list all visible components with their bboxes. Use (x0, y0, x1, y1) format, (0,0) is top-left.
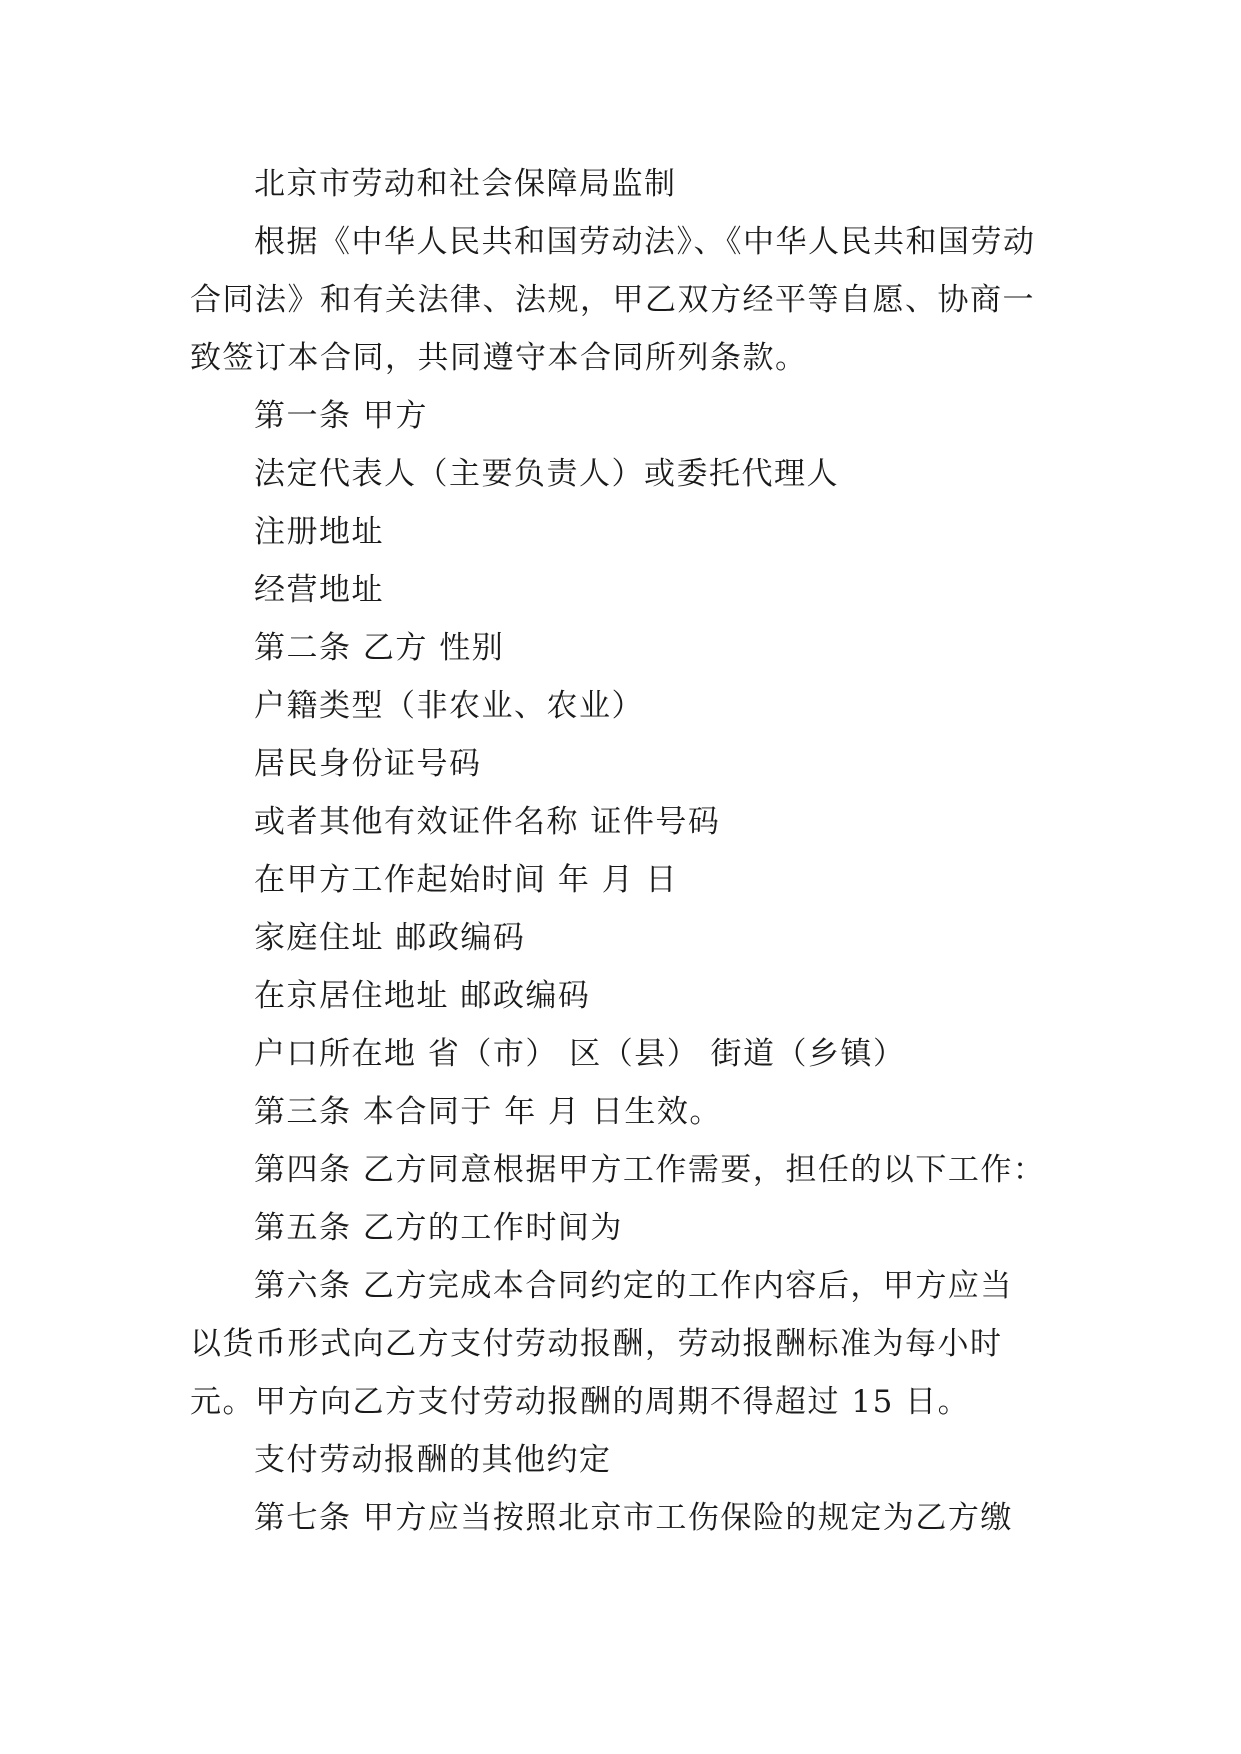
article-4-work-assignment: 第四条 乙方同意根据甲方工作需要，担任的以下工作： (254, 1152, 1046, 1188)
other-remuneration-terms-line: 支付劳动报酬的其他约定 (254, 1442, 612, 1478)
article-1-party-a: 第一条 甲方 (254, 398, 428, 434)
hukou-location-line: 户口所在地 省（市） 区（县） 街道（乡镇） (254, 1036, 906, 1072)
other-certificate-line: 或者其他有效证件名称 证件号码 (254, 804, 721, 840)
contract-text-block (190, 155, 1062, 1547)
article-5-working-hours: 第五条 乙方的工作时间为 (254, 1210, 623, 1246)
id-number-line: 居民身份证号码 (254, 746, 482, 782)
article-6-line-3: 元。甲方向乙方支付劳动报酬的周期不得超过 15 日。 (190, 1384, 971, 1420)
article-7-line-1: 第七条 甲方应当按照北京市工伤保险的规定为乙方缴 (254, 1500, 1013, 1536)
supervisor-line: 北京市劳动和社会保障局监制 (254, 166, 677, 202)
article-2-party-b: 第二条 乙方 性别 (254, 630, 505, 666)
legal-representative-line: 法定代表人（主要负责人）或委托代理人 (254, 456, 839, 492)
start-date-line: 在甲方工作起始时间 年 月 日 (254, 862, 679, 898)
registered-address-line: 注册地址 (254, 514, 384, 550)
home-address-line: 家庭住址 邮政编码 (254, 920, 526, 956)
business-address-line: 经营地址 (254, 572, 384, 608)
article-3-effective-date: 第三条 本合同于 年 月 日生效。 (254, 1094, 722, 1130)
preamble-line-3: 致签订本合同，共同遵守本合同所列条款。 (190, 340, 808, 376)
household-type-line: 户籍类型（非农业、农业） (254, 688, 644, 724)
article-6-line-1: 第六条 乙方完成本合同约定的工作内容后，甲方应当 (254, 1268, 1013, 1304)
beijing-address-line: 在京居住地址 邮政编码 (254, 978, 591, 1014)
preamble-line-2: 合同法》和有关法律、法规，甲乙双方经平等自愿、协商一 (190, 282, 1035, 318)
preamble-line-1: 根据《中华人民共和国劳动法》、《中华人民共和国劳动 (254, 224, 1036, 260)
article-6-line-2: 以货币形式向乙方支付劳动报酬，劳动报酬标准为每小时 (190, 1326, 1003, 1362)
